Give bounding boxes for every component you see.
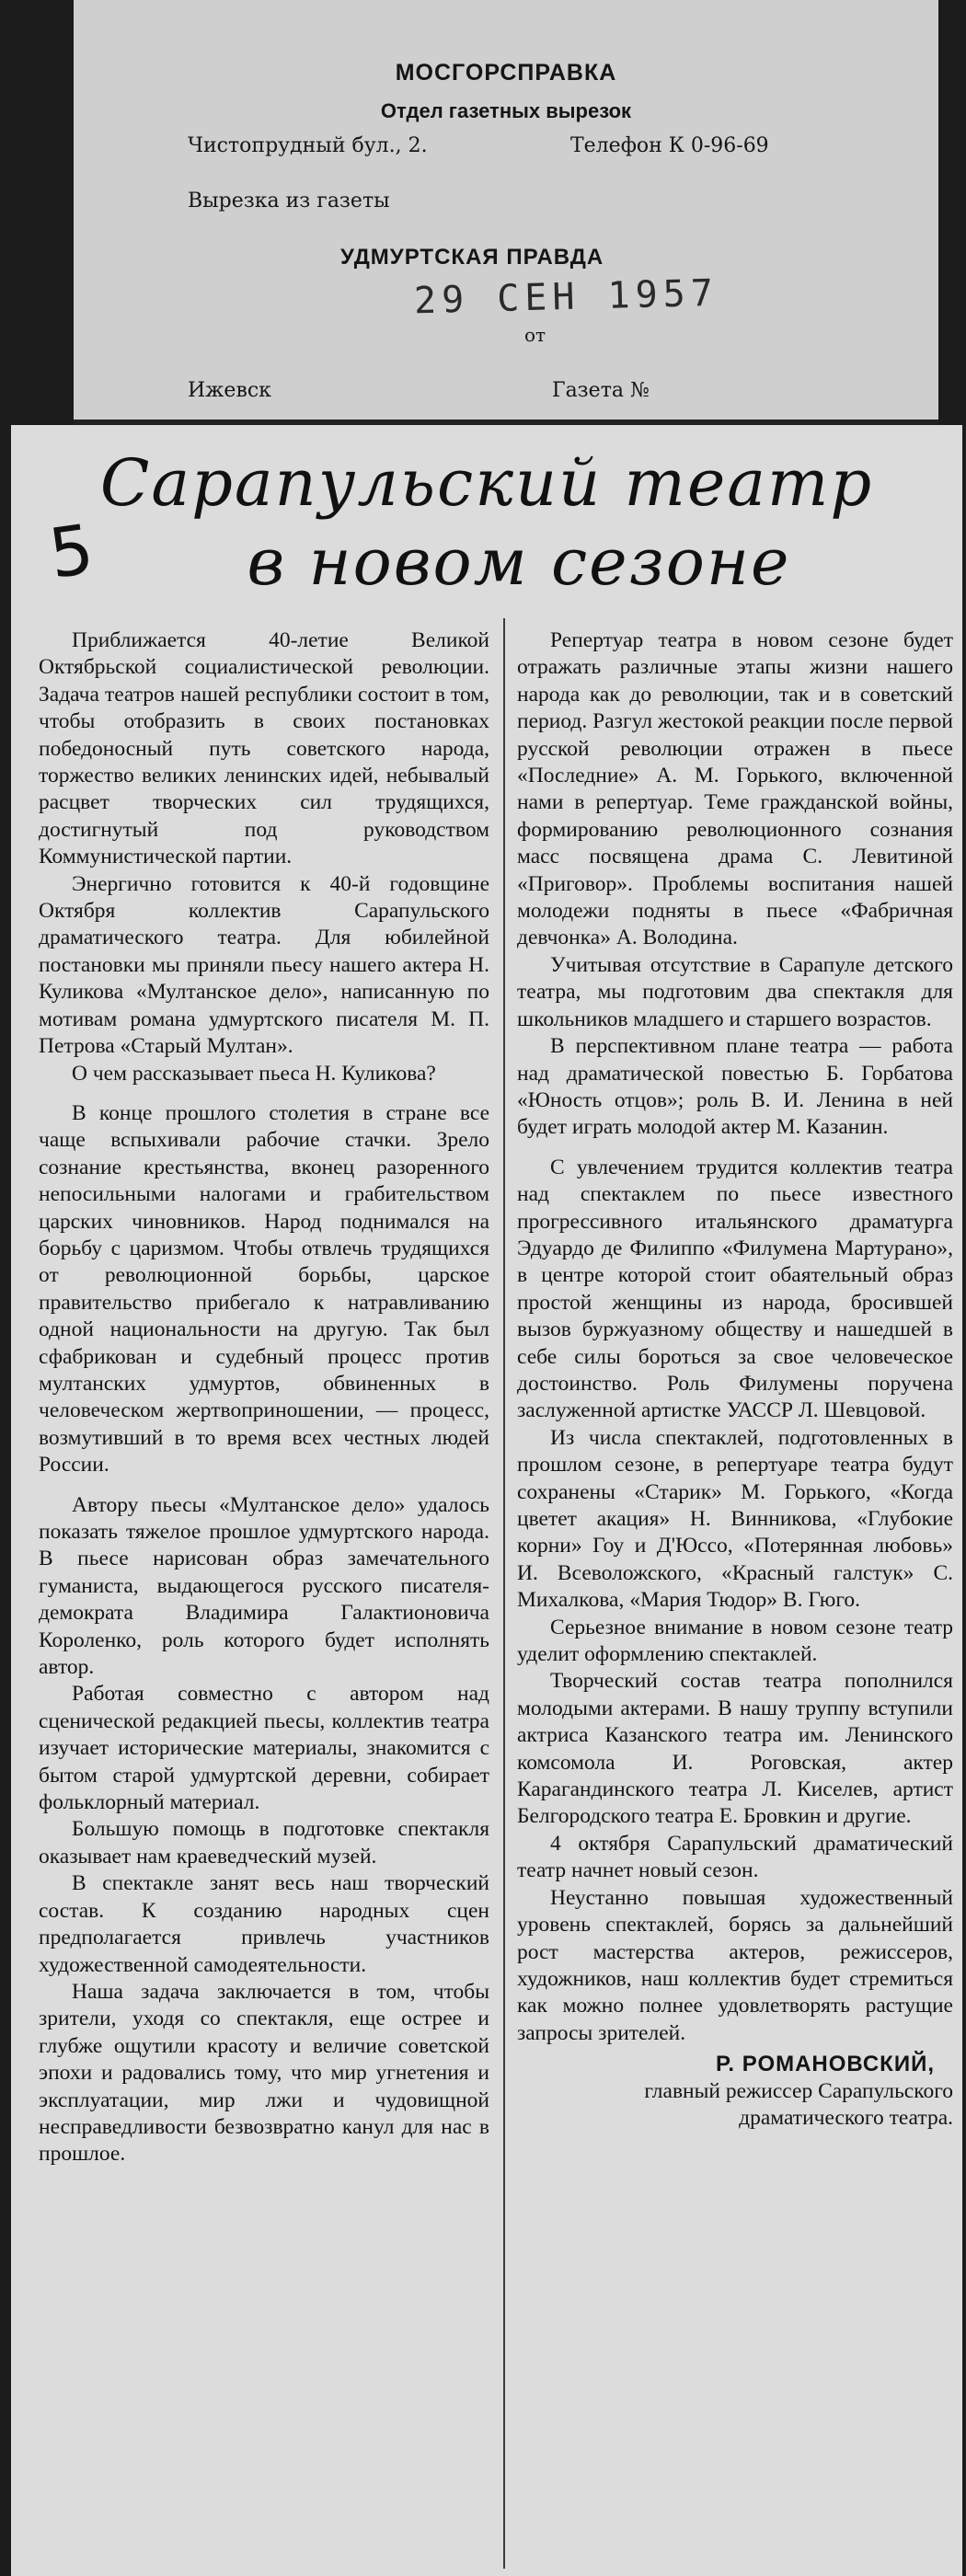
paragraph: Учитывая отсутствие в Сарапуле детского театра, мы подготовим два спектакля для школьников младшего и старшего возрастов. [517,952,953,1031]
author-role: главный режиссер Сарапульского драматического театра. [644,2078,953,2130]
clipping-service-slip [74,0,938,425]
paragraph: Репертуар театра в новом сезоне будет отражать различные этапы жизни нашего народа как до революции, так и в советский период. Разгул жестокой реакции после первой русской революции отражен в пьесе «Последние» А. М. Горького, включенной нами в репертуар. Теме гражданской войны, формированию революционного сознания масс посвящена драма С. Левитиной «Приговор». Проблемы воспитания нашей молодежи подняты в пьесе «Фабричная девчонка» А. Володина. [517,628,953,950]
article-right-column [517,627,953,2132]
department-name: Отдел газетных вырезок [380,99,632,122]
paragraph: В спектакле занят весь наш творческий состав. К созданию народных сцен предполагается привлечь участников художественной самодеятельности. [39,1871,489,1977]
from-label: от [524,324,546,346]
handwritten-mark: 5 [44,510,98,594]
paragraph: Из числа спектаклей, подготовленных в прошлом сезоне, в репертуаре театра будут сохранены «Старик» М. Горького, «Когда цветет акация» Н. Винникова, «Глубокие корни» Гоу и Д'Юссо, «Потерянная любовь» И. Всеволожского, «Красный галстук» С. Михалкова, «Мария Тюдор» В. Гюго. [517,1425,953,1613]
paragraph: О чем рассказывает пьеса Н. Куликова? [72,1061,436,1086]
headline-line-1: Сарапульский театр [99,445,874,521]
paragraph: Наша задача заключается в том, чтобы зрители, уходя со спектакля, еще острее и глубже ощутили красоту и величие советской эпохи и радовались тому, что мир угнетения и эксплуатации, мир лжи и чудовищной несправедливости безвозвратно канул для нас в прошлое. [39,1979,489,2167]
newspaper-number-label: Газета № [552,379,650,402]
paragraph: В конце прошлого столетия в стране все чаще вспыхивали рабочие стачки. Зрело сознание крестьянства, вконец разоренного непосильными налогами и грабительством царских чиновников. Народ поднимался на борьбу с царизмом. Чтобы отвлечь трудящихся от революционной борьбы, царское правительство прибегало к натравливанию одной национальности на другую. Так был сфабрикован и судебный процесс против мултанских удмуртов, обвиненных в человеческом жертвоприношении, — процесс, возмутивший в то время всех честных людей России. [39,1100,489,1478]
newspaper-name: УДМУРТСКАЯ ПРАВДА [340,245,604,270]
agency-name: МОСГОРСПРАВКА [395,60,617,86]
newspaper-clipping [11,425,962,2576]
paragraph: Большую помощь в подготовке спектакля оказывает нам краеведческий музей. [39,1817,489,1869]
city-label: Ижевск [188,379,271,402]
paragraph: 4 октября Сарапульский драматический театр начнет новый сезон. [517,1831,953,1883]
paragraph: В перспективном плане театра — работа над драматической повестью Б. Горбатова «Юность отцов»; роль В. И. Ленина в ней будет играть молодой актер М. Казанин. [517,1034,953,1140]
headline-line-2: в новом сезоне [247,524,791,600]
paragraph: Приближается 40-летие Великой Октябрьской социалистической революции. Задача театров нашей республики состоит в том, чтобы отобразить в своих постановках победоносный путь советского народа, торжество великих ленинских идей, небывалый расцвет творческих сил трудящихся, достигнутый под руководством Коммунистической партии. [39,628,489,869]
paragraph: Энергично готовится к 40-й годовщине Октября коллектив Сарапульского драматического театра. Для юбилейной постановки мы приняли пьесу нашего актера Н. Куликова «Мултанское дело», написанную по мотивам романа удмуртского писателя М. П. Петрова «Старый Мултан». [39,871,489,1059]
paragraph: Творческий состав театра пополнился молодыми актерами. В нашу труппу вступили актриса Казанского театра им. Ленинского комсомола И. Роговская, актер Карагандинского театра Л. Киселев, артист Белгородского театра Е. Бровкин и другие. [517,1669,953,1829]
paragraph: Работая совместно с автором над сценической редакцией пьесы, коллектив театра изучает исторические материалы, знакомится с бытом старой удмуртской деревни, собирает фольклорный материал. [39,1682,489,1815]
paragraph: Серьезное внимание в новом сезоне театр уделит оформлению спектаклей. [517,1615,953,1667]
paragraph: Неустанно повышая художественный уровень спектаклей, борясь за дальнейший рост мастерства актеров, режиссеров, художников, наш коллектив будет стремиться как можно полнее удовлетворять растущие запросы зрителей. [517,1885,953,2045]
agency-phone: Телефон К 0-96-69 [570,134,769,157]
column-divider [503,618,505,2569]
article-left-column [39,627,489,2168]
paragraph: Автору пьесы «Мултанское дело» удалось показать тяжелое прошлое удмуртского народа. В пьесе нарисован образ замечательного гуманиста, выдающегося русского писателя-демократа Владимира Галактионовича Короленко, роль которого будет исполнять автор. [39,1492,489,1680]
article-signature [517,2051,953,2132]
date-stamp: 29 СЕН 1957 [413,271,719,323]
article-headline [11,443,962,602]
cut-from-label: Вырезка из газеты [188,190,390,213]
agency-address: Чистопрудный бул., 2. [188,134,428,157]
paragraph: С увлечением трудится коллектив театра над спектаклем по пьесе известного прогрессивного итальянского драматурга Эдуардо де Филиппо «Филумена Мартурано», в центре которой стоит обаятельный образ простой женщины из народа, бросившей вызов буржуазному обществу и нашедшей в себе силы бороться за свое человеческое достоинство. Роль Филумены поручена заслуженной артистке УАССР Л. Шевцовой. [517,1155,953,1423]
author-name: Р. РОМАНОВСКИЙ, [716,2052,935,2077]
